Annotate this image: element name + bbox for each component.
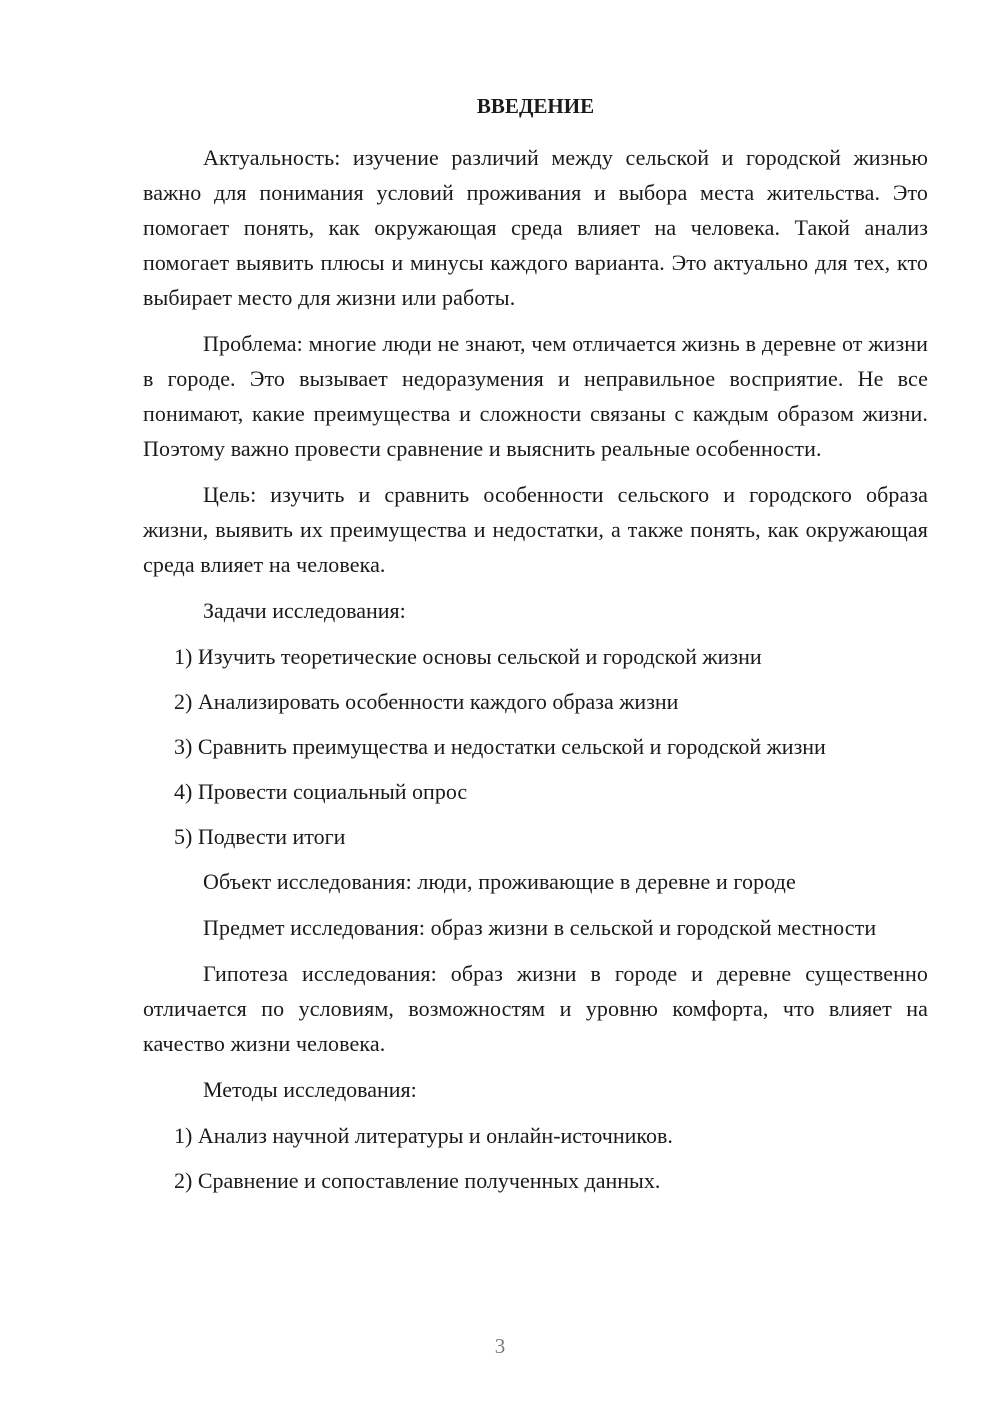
page-number: 3 — [494, 1334, 506, 1358]
task-item: 4) Провести социальный опрос — [174, 779, 468, 804]
hypothesis-paragraph: Гипотеза исследования: образ жизни в городе и деревне существенно отличается по условиям, возможностям и уровню комфорта, что влияет на качество жизни человека. — [143, 961, 928, 1056]
goal-paragraph: Цель: изучить и сравнить особенности сельского и городского образа жизни, выявить их преимущества и недостатки, а также понять, как окружающая среда влияет на человека. — [143, 482, 928, 577]
object-paragraph: Объект исследования: люди, проживающие в деревне и городе — [203, 869, 796, 894]
problem-paragraph: Проблема: многие люди не знают, чем отличается жизнь в деревне от жизни в городе. Это вызывает недоразумения и неправильное восприятие. Не все понимают, какие преимущества и сложности связаны с каждым образом жизни. Поэтому важно провести сравнение и выяснить реальные особенности. — [143, 331, 928, 461]
methods-heading: Методы исследования: — [203, 1077, 417, 1102]
subject-paragraph: Предмет исследования: образ жизни в сельской и городской местности — [203, 915, 877, 940]
tasks-heading: Задачи исследования: — [203, 598, 406, 623]
task-item: 3) Сравнить преимущества и недостатки сельской и городской жизни — [174, 734, 826, 759]
methods-list — [143, 1118, 928, 1198]
tasks-list — [143, 639, 928, 854]
method-item: 2) Сравнение и сопоставление полученных данных. — [174, 1168, 661, 1193]
task-item: 1) Изучить теоретические основы сельской и городской жизни — [174, 644, 762, 669]
section-title: ВВЕДЕНИЕ — [476, 94, 595, 118]
document-page — [143, 92, 928, 1208]
relevance-paragraph: Актуальность: изучение различий между сельской и городской жизнью важно для понимания условий проживания и выбора места жительства. Это помогает понять, как окружающая среда влияет на человека. Такой анализ помогает выявить плюсы и минусы каждого варианта. Это актуально для тех, кто выбирает место для жизни или работы. — [143, 145, 928, 310]
task-item: 5) Подвести итоги — [174, 824, 346, 849]
task-item: 2) Анализировать особенности каждого образа жизни — [174, 689, 679, 714]
method-item: 1) Анализ научной литературы и онлайн-источников. — [174, 1123, 673, 1148]
